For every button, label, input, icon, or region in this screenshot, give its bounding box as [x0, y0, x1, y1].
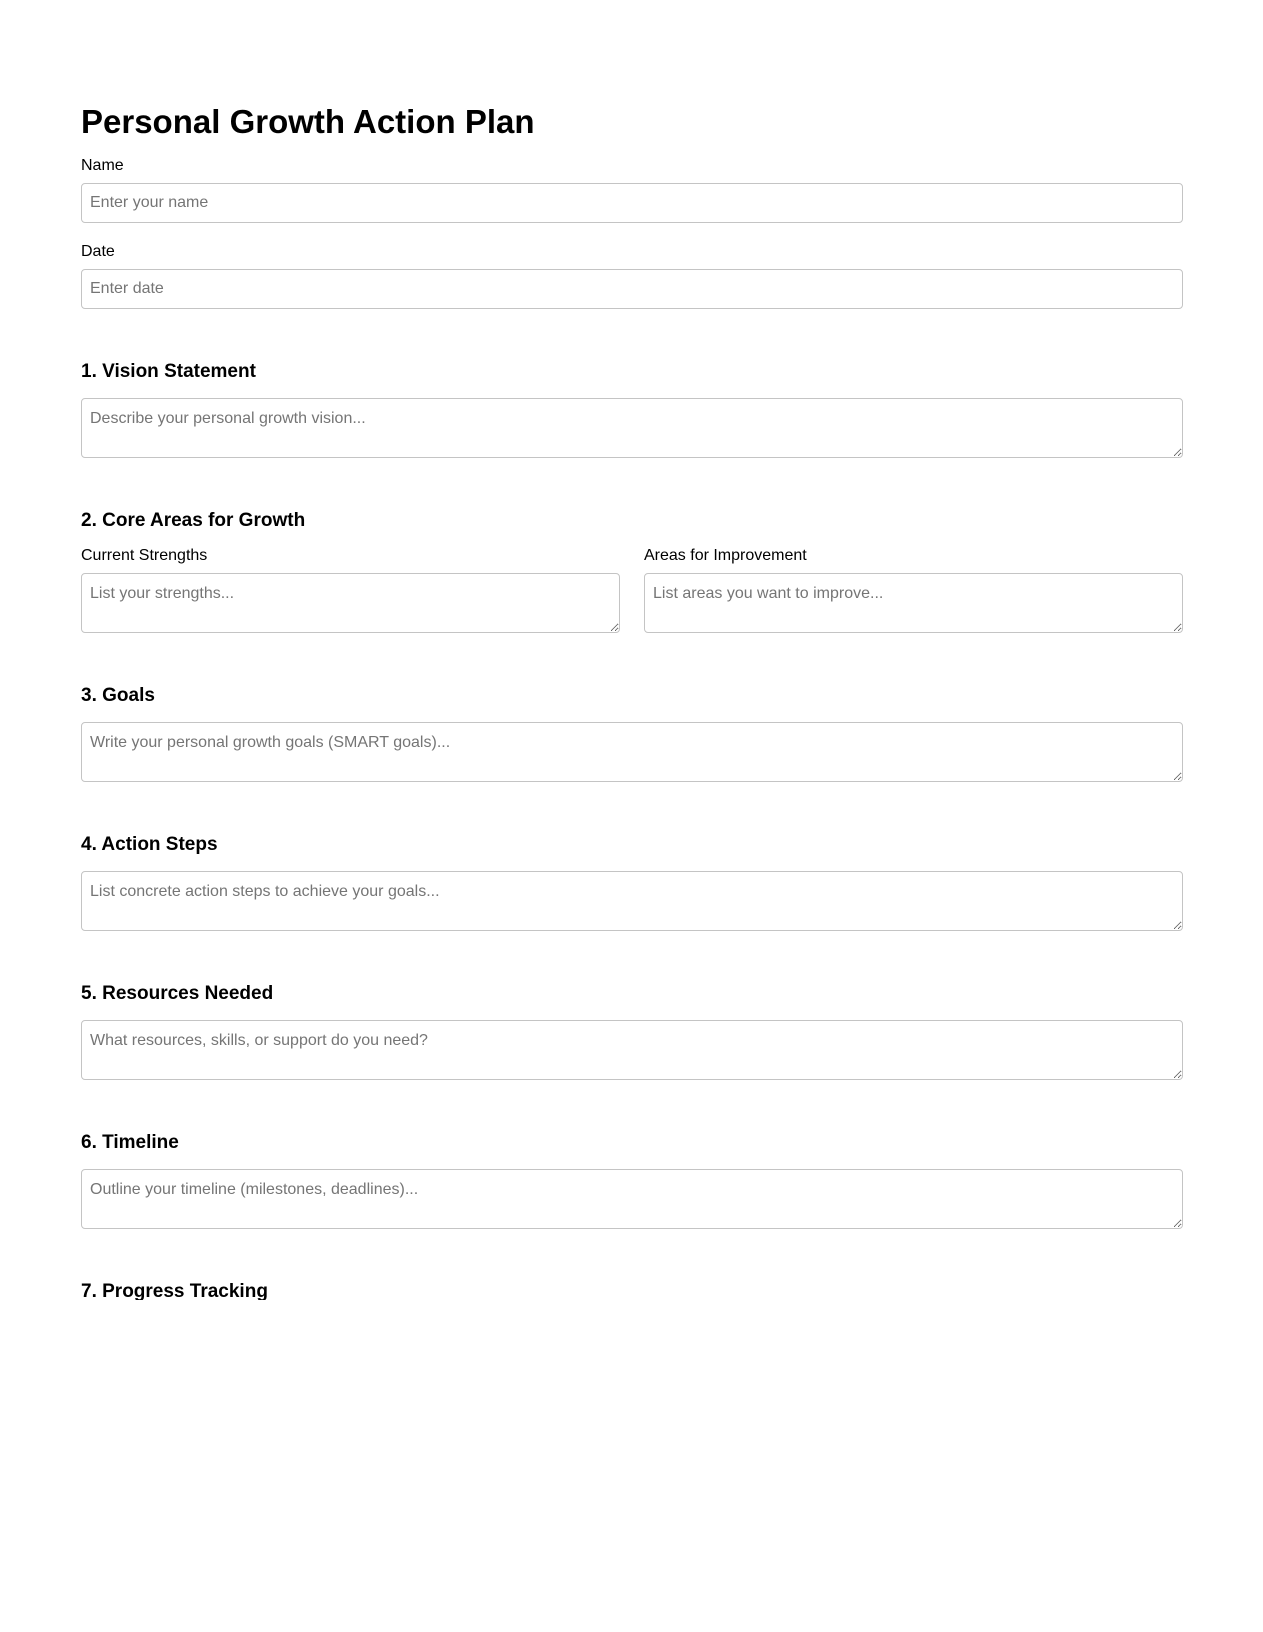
- resources-textarea[interactable]: [81, 1020, 1183, 1080]
- strengths-textarea[interactable]: [81, 573, 620, 633]
- strengths-label: Current Strengths: [81, 547, 208, 564]
- progress-tracking-heading: 7. Progress Tracking: [81, 1281, 268, 1300]
- goals-textarea[interactable]: [81, 722, 1183, 782]
- goals-heading: 3. Goals: [81, 685, 155, 706]
- date-input[interactable]: [81, 269, 1183, 309]
- vision-textarea[interactable]: [81, 398, 1183, 458]
- form-page: [81, 0, 1183, 1632]
- form-viewport: [81, 0, 1183, 1300]
- resources-heading: 5. Resources Needed: [81, 983, 274, 1004]
- page-title: Personal Growth Action Plan: [81, 103, 535, 140]
- action-steps-heading: 4. Action Steps: [81, 834, 218, 855]
- action-steps-textarea[interactable]: [81, 871, 1183, 931]
- timeline-textarea[interactable]: [81, 1169, 1183, 1229]
- date-label: Date: [81, 243, 115, 260]
- improvement-textarea[interactable]: [644, 573, 1183, 633]
- core-areas-heading: 2. Core Areas for Growth: [81, 510, 306, 531]
- timeline-heading: 6. Timeline: [81, 1132, 179, 1153]
- name-label: Name: [81, 157, 124, 174]
- vision-heading: 1. Vision Statement: [81, 361, 256, 382]
- improvement-label: Areas for Improvement: [644, 547, 807, 564]
- name-input[interactable]: [81, 183, 1183, 223]
